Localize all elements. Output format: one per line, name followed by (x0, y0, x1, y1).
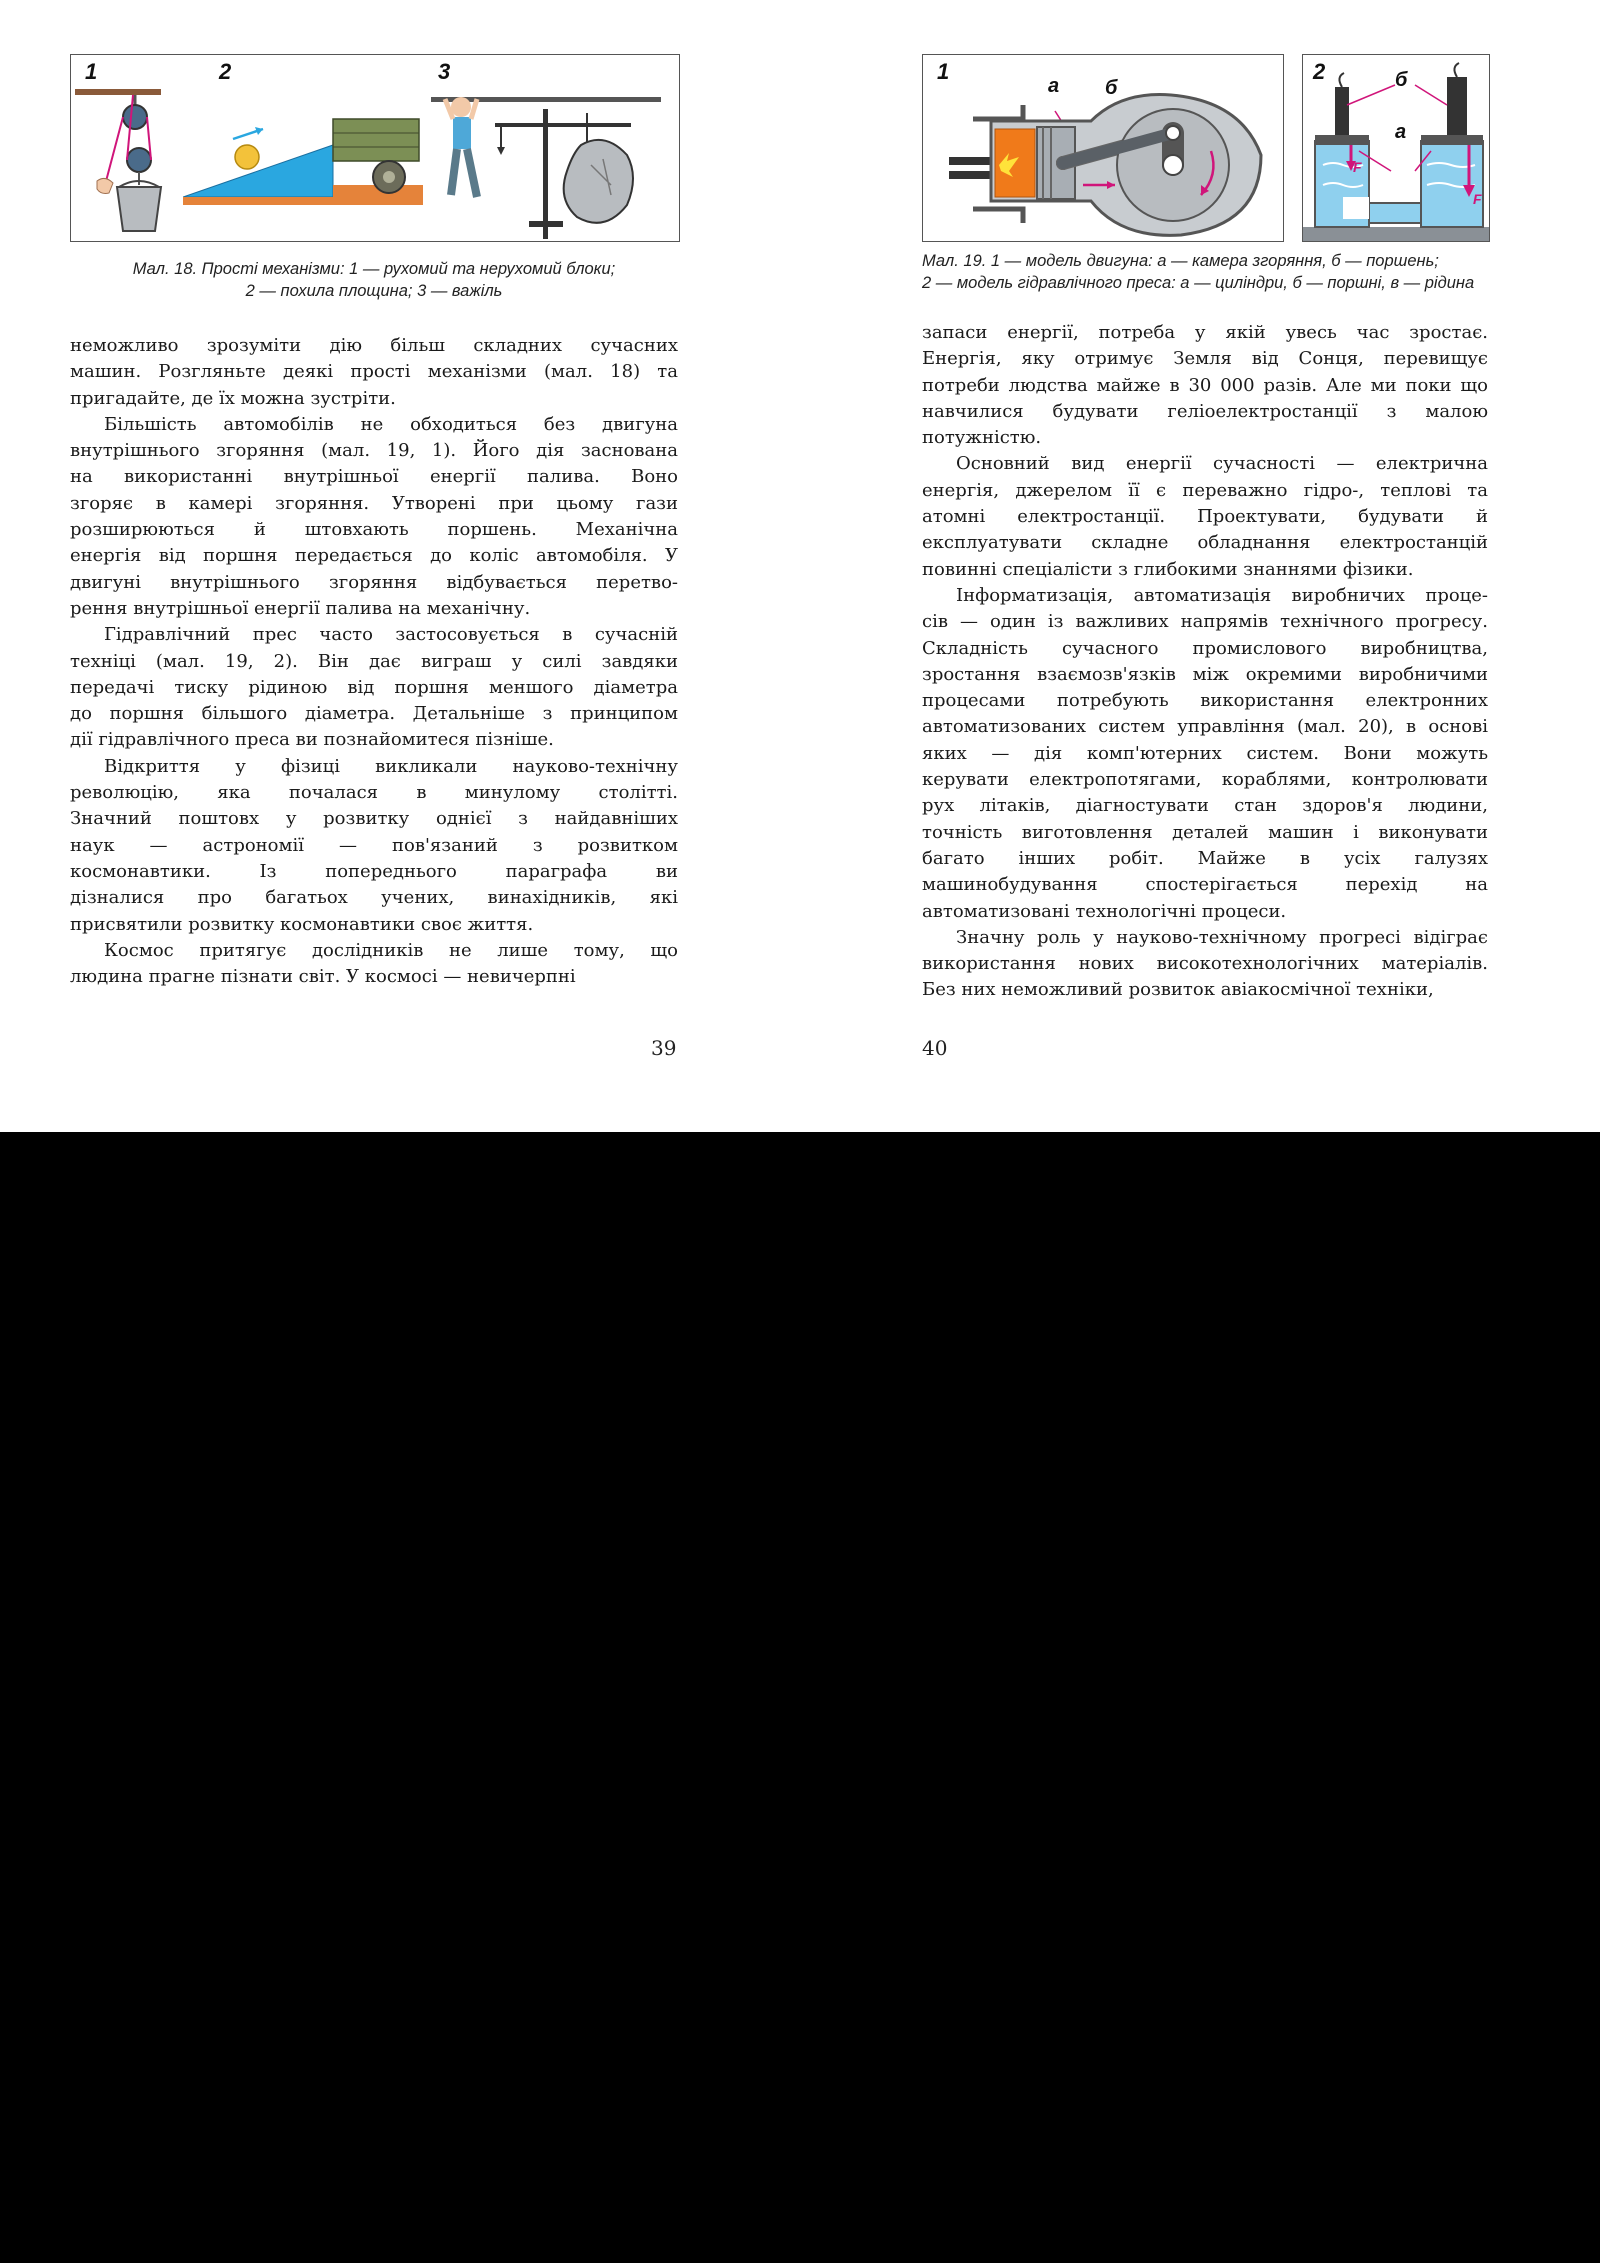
text-line: енергія, джерелом її є переважно гідро-, теплові та (922, 479, 1488, 501)
text-line: Значну роль у науково-технічному прогресі відіграє (956, 926, 1488, 948)
text-line: Складність сучасного промислового виробництва, (922, 637, 1488, 659)
text-line: Значний поштовх у розвитку однієї з найдавніших (70, 808, 678, 830)
right-page (800, 0, 1600, 1132)
right-body-text (922, 320, 1488, 1004)
engine-label-piston: б (1105, 77, 1118, 99)
lever-illustration (431, 85, 675, 239)
paragraph (922, 925, 1488, 1004)
text-line: зростання взаємозв'язків між окремими виробничими (922, 663, 1488, 685)
text-line: енергія від поршня передається до коліс автомобіля. У (70, 545, 678, 567)
text-line: згоряє в камері згоряння. Утворені при цьому гази (70, 492, 678, 514)
text-line: багато інших робіт. Майже в усіх галузях (922, 847, 1488, 869)
text-line: людина прагне пізнати світ. У космосі — невичерпні (70, 966, 576, 988)
figure-19-hydraulic-press (1302, 54, 1490, 242)
text-line: неможливо зрозуміти дію більш складних сучасних (70, 335, 678, 356)
force-label-large: F (1473, 191, 1482, 207)
text-line: Гідравлічний прес часто застосовується в сучасній (104, 624, 678, 646)
caption-line: Мал. 19. 1 — модель двигуна: а — камера згоряння, б — поршень; (922, 252, 1439, 270)
figure-19-label-2: 2 (1313, 59, 1326, 84)
engine-illustration (943, 91, 1279, 237)
text-line: яких — дія комп'ютерних систем. Вони можуть (922, 742, 1488, 764)
text-line: революцію, яка почалася в минулому столітті. (70, 782, 678, 804)
paragraph (70, 754, 678, 938)
text-line: запаси енергії, потреба у якій увесь час зростає. (922, 322, 1488, 343)
paragraph (922, 451, 1488, 582)
text-line: Енергія, яку отримує Земля від Сонця, перевищує (922, 348, 1488, 370)
text-line: використання нових високотехнологічних матеріалів. (922, 953, 1488, 975)
text-line: сів — один із важливих напрямів технічного прогресу. (922, 611, 1488, 633)
text-line: автоматизованих систем управління (мал. 20), в основі (922, 716, 1488, 738)
caption-line: 2 — модель гідравлічного преса: а — циліндри, б — поршні, в — рідина (922, 274, 1475, 292)
engine-label-chamber: а (1048, 75, 1060, 97)
text-line: присвятили розвитку космонавтики своє життя. (70, 913, 534, 935)
left-page (0, 0, 800, 1132)
figure-18-label-2: 2 (219, 59, 232, 84)
page-number-left: 39 (651, 1036, 677, 1060)
paragraph (922, 320, 1488, 451)
text-line: Інформатизація, автоматизація виробничих проце- (956, 584, 1488, 606)
figure-19-engine (922, 54, 1284, 242)
paragraph (70, 938, 678, 991)
text-line: дізналися про багатьох учених, винахідників, які (70, 887, 678, 909)
text-line: рух літаків, діагностувати стан здоров'я людини, (922, 795, 1488, 817)
page-number-right: 40 (922, 1036, 948, 1060)
text-line: рення внутрішньої енергії палива на механічну. (70, 597, 531, 619)
text-line: атомні електростанції. Проектувати, будувати й (922, 506, 1488, 528)
text-line: повинні спеціалісти з глибокими знаннями фізики. (922, 558, 1414, 580)
press-label-cylinders: а (1395, 121, 1407, 143)
left-body-text (70, 333, 678, 990)
text-line: внутрішнього згоряння (мал. 19, 1). Його дія заснована (70, 440, 678, 462)
figure-18-label-3: 3 (438, 59, 451, 84)
caption-line: Мал. 18. Прості механізми: 1 — рухомий та нерухомий блоки; (132, 260, 616, 278)
text-line: експлуатувати складне обладнання електростанцій (922, 532, 1488, 554)
text-line: Без них неможливий розвиток авіакосмічної техніки, (922, 979, 1434, 1001)
text-line: до поршня більшого діаметра. Детальніше з принципом (70, 703, 678, 725)
figure-18-label-1: 1 (85, 59, 98, 84)
figure-19-label-1: 1 (937, 59, 950, 84)
paragraph (70, 333, 678, 412)
text-line: процесами потребують використання електронних (922, 690, 1488, 712)
text-line: наук — астрономії — пов'язаний з розвитком (70, 834, 678, 856)
text-line: двигуні внутрішнього згоряння відбувається перетво- (70, 571, 678, 593)
text-line: Основний вид енергії сучасності — електрична (956, 453, 1488, 475)
text-line: пригадайте, де їх можна зустріти. (70, 387, 396, 409)
text-line: точність виготовлення деталей машин і виконувати (922, 821, 1488, 843)
text-line: Відкриття у фізиці викликали науково-технічну (104, 755, 678, 777)
figure-18 (70, 54, 680, 242)
text-line: машинобудування спостерігається перехід на (922, 874, 1488, 896)
figure-18-caption (70, 258, 678, 302)
pulley-illustration (75, 85, 175, 235)
text-line: космонавтики. Із попереднього параграфа ви (70, 860, 678, 882)
text-line: передачі тиску рідиною від поршня меншого діаметра (70, 676, 678, 698)
paragraph (922, 583, 1488, 925)
text-line: на використанні внутрішньої енергії палива. Воно (70, 466, 678, 488)
text-line: навчилися будувати геліоелектростанції з малою (922, 400, 1488, 422)
figure-19-caption (922, 250, 1488, 294)
text-line: розширюються й штовхають поршень. Механічна (70, 519, 678, 541)
text-line: Космос притягує дослідників не лише тому, що (104, 939, 678, 961)
paragraph (70, 622, 678, 753)
paragraph (70, 412, 678, 622)
text-line: автоматизовані технологічні процеси. (922, 900, 1287, 922)
text-line: техніці (мал. 19, 2). Він дає виграш у силі завдяки (70, 650, 678, 672)
text-line: керувати електропотягами, кораблями, контролювати (922, 769, 1488, 791)
inclined-plane-illustration (183, 105, 423, 215)
hydraulic-press-illustration (1303, 55, 1489, 241)
text-line: машин. Розгляньте деякі прості механізми (мал. 18) та (70, 361, 678, 383)
text-line: потужністю. (922, 427, 1042, 449)
text-line: дії гідравлічного преса ви познайомитеся пізніше. (70, 729, 554, 751)
text-line: Більшість автомобілів не обходиться без двигуна (104, 413, 678, 435)
caption-line: 2 — похила площина; 3 — важіль (245, 282, 503, 300)
text-line: потреби людства майже в 30 000 разів. Але ми поки що (922, 374, 1488, 396)
force-label-small: F (1353, 159, 1362, 175)
press-label-pistons: б (1395, 69, 1408, 91)
